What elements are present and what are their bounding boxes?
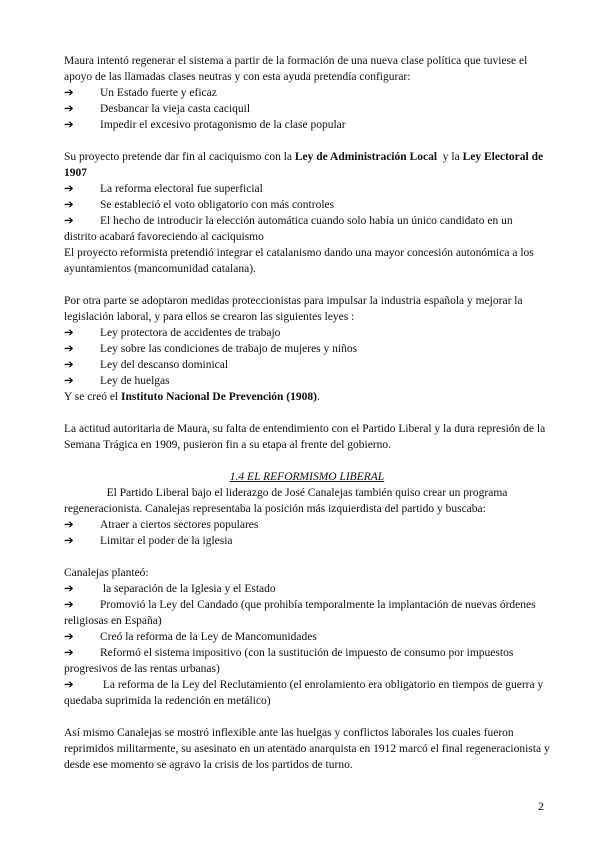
paragraph-catalanismo: El proyecto reformista pretendió integrar el catalanismo dando una mayor concesión autonómica a los ayuntamientos (mancomunidad catalana). (64, 247, 534, 275)
section-heading: 1.4 EL REFORMISMO LIBERAL (229, 471, 385, 483)
list-item: ➔ Ley sobre las condiciones de trabajo de mujeres y niños (64, 343, 358, 355)
list-item: ➔ la separación de la Iglesia y el Estado (64, 583, 276, 595)
list-item: ➔ La reforma de la Ley del Reclutamiento (el enrolamiento era obligatorio en tiempos de guerra y quedaba suprimida la redención en metálico) (64, 679, 547, 707)
list-item: ➔ Limitar el poder de la iglesia (64, 535, 233, 547)
paragraph-maura-intro: Maura intentó regenerar el sistema a partir de la formación de una nueva clase política que tuviese el apoyo de las llamadas clases neutras y con esta ayuda pretendía configurar: (64, 55, 528, 83)
list-item: ➔ Ley protectora de accidentes de trabajo (64, 327, 281, 339)
arrow-icon: ➔ (64, 647, 74, 659)
arrow-icon: ➔ (64, 631, 74, 643)
arrow-icon: ➔ (64, 87, 74, 99)
arrow-icon: ➔ (64, 535, 74, 547)
arrow-icon: ➔ (64, 599, 74, 611)
paragraph-canalejas-planteo: Canalejas planteó: (64, 567, 149, 579)
list-item: ➔ Ley de huelgas (64, 375, 170, 387)
arrow-icon: ➔ (64, 327, 74, 339)
list-item: ➔ Promovió la Ley del Candado (que prohibía temporalmente la implantación de nuevas órdenes religiosas en España) (64, 599, 536, 627)
paragraph-caciquismo: Su proyecto pretende dar fin al caciquismo con la Ley de Administración Local y la Ley Electoral de 1907 (64, 151, 544, 179)
list-item: ➔ Se estableció el voto obligatorio con más controles (64, 199, 335, 211)
list-item: ➔ Creó la reforma de la Ley de Mancomunidades (64, 631, 317, 643)
arrow-icon: ➔ (64, 215, 74, 227)
arrow-icon: ➔ (64, 359, 74, 371)
list-item: ➔ Un Estado fuerte y eficaz (64, 87, 217, 99)
list-item: ➔ La reforma electoral fue superficial (64, 183, 263, 195)
arrow-icon: ➔ (64, 343, 74, 355)
list-item: ➔ El hecho de introducir la elección automática cuando solo había un único candidato en un (64, 215, 513, 227)
list-item: ➔ Ley del descanso dominical (64, 359, 229, 371)
paragraph-proteccionismo: Por otra parte se adoptaron medidas proteccionistas para impulsar la industria española y mejorar la legislación laboral, y para ellos se crearon las siguientes leyes : (64, 295, 523, 323)
paragraph-canalejas-l2: regeneracionista. Canalejas representaba la posición más izquierdista del partido y buscaba: (64, 503, 486, 515)
page-number: 2 (538, 799, 544, 813)
paragraph-fin-maura: La actitud autoritaria de Maura, su falta de entendimiento con el Partido Liberal y la dura represión de la Semana Trágica en 1909, pusieron fin a su etapa al frente del gobierno. (64, 423, 546, 451)
arrow-icon: ➔ (64, 119, 74, 131)
document-page (64, 53, 550, 773)
paragraph-canalejas-l1: El Partido Liberal bajo el liderazgo de José Canalejas también quiso crear un programa (106, 487, 508, 499)
list-item-continuation: distrito acabará favoreciendo al caciquismo (64, 231, 264, 243)
arrow-icon: ➔ (64, 583, 74, 595)
paragraph-instituto: Y se creó el Instituto Nacional De Prevención (1908). (64, 391, 320, 403)
arrow-icon: ➔ (64, 199, 74, 211)
paragraph-canalejas-final: Así mismo Canalejas se mostró inflexible ante las huelgas y conflictos laborales los cuales fueron reprimidos militarmente, su asesinato en un atentado anarquista en 1912 marcó el final regeneracionista y desde ese momento se agravo la crisis de los partidos de turno. (64, 727, 550, 771)
list-item: ➔ Reformó el sistema impositivo (con la sustitución de impuesto de consumo por impuestos progresivos de las rentas urbanas) (64, 647, 514, 675)
arrow-icon: ➔ (64, 375, 74, 387)
arrow-icon: ➔ (64, 183, 74, 195)
list-item: ➔ Desbancar la vieja casta caciquil (64, 103, 251, 115)
list-item: ➔ Atraer a ciertos sectores populares (64, 519, 259, 531)
arrow-icon: ➔ (64, 679, 74, 691)
arrow-icon: ➔ (64, 519, 74, 531)
arrow-icon: ➔ (64, 103, 74, 115)
list-item: ➔ Impedir el excesivo protagonismo de la clase popular (64, 119, 346, 131)
